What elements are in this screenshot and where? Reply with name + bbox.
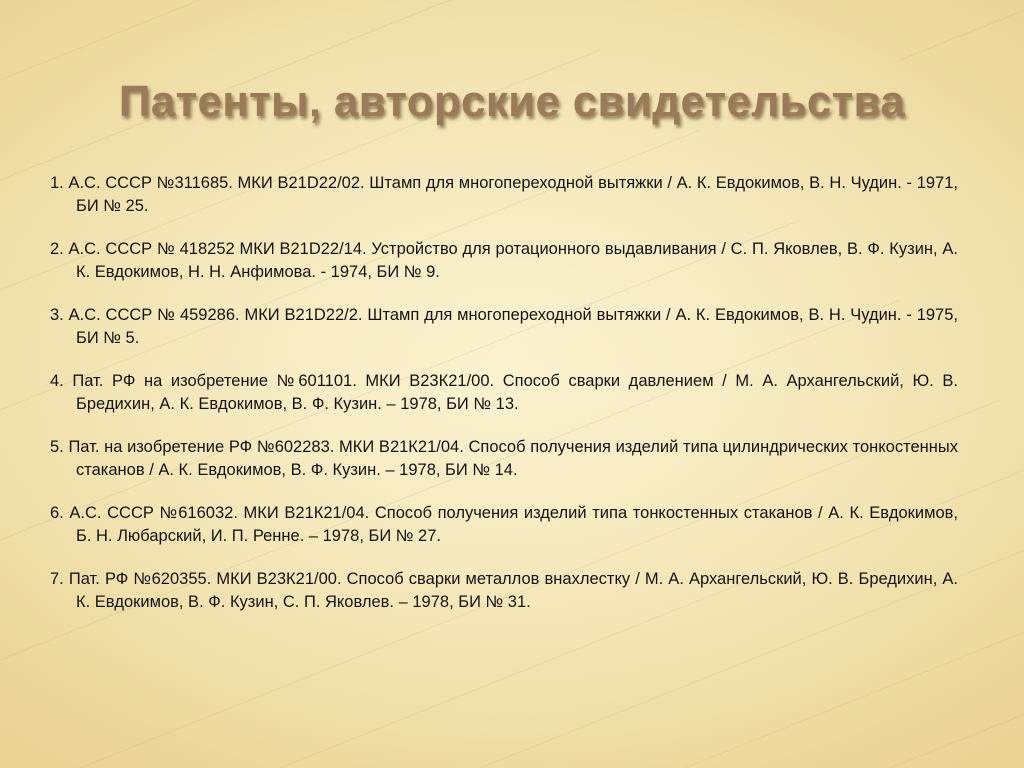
slide-title: Патенты, авторские свидетельства [118, 77, 906, 126]
list-item: 6. А.С. СССР №616032. МКИ В21К21/04. Способ получения изделий типа тонкостенных стаканов / А. К. Евдокимов, Б. Н. Любарский, И. П. Ренне. – 1978, БИ № 27. [50, 504, 958, 545]
list-item: 4. Пат. РФ на изобретение №601101. МКИ В23К21/00. Способ сварки давлением / М. А. Архангельский, Ю. В. Бредихин, А. К. Евдокимов, В. Ф. Кузин. – 1978, БИ № 13. [50, 372, 958, 413]
list-item: 3. А.С. СССР № 459286. МКИ В21D22/2. Штамп для многопереходной вытяжки / А. К. Евдокимов, В. Н. Чудин. - 1975, БИ № 5. [50, 306, 958, 347]
patent-list [50, 172, 958, 634]
list-item: 7. Пат. РФ №620355. МКИ В23К21/00. Способ сварки металлов внахлестку / М. А. Архангельский, Ю. В. Бредихин, А. К. Евдокимов, В. Ф. Кузин, С. П. Яковлев. – 1978, БИ № 31. [50, 570, 958, 611]
list-item: 1. А.С. СССР №311685. МКИ В21D22/02. Штамп для многопереходной вытяжки / А. К. Евдокимов, В. Н. Чудин. - 1971, БИ № 25. [50, 174, 958, 215]
list-item: 2. А.С. СССР № 418252 МКИ В21D22/14. Устройство для ротационного выдавливания / С. П. Яковлев, В. Ф. Кузин, А. К. Евдокимов, Н. Н. Анфимова. - 1974, БИ № 9. [50, 240, 958, 281]
list-item: 5. Пат. на изобретение РФ №602283. МКИ В21К21/04. Способ получения изделий типа цилиндрических тонкостенных стаканов / А. К. Евдокимов, В. Ф. Кузин. – 1978, БИ № 14. [50, 438, 958, 479]
